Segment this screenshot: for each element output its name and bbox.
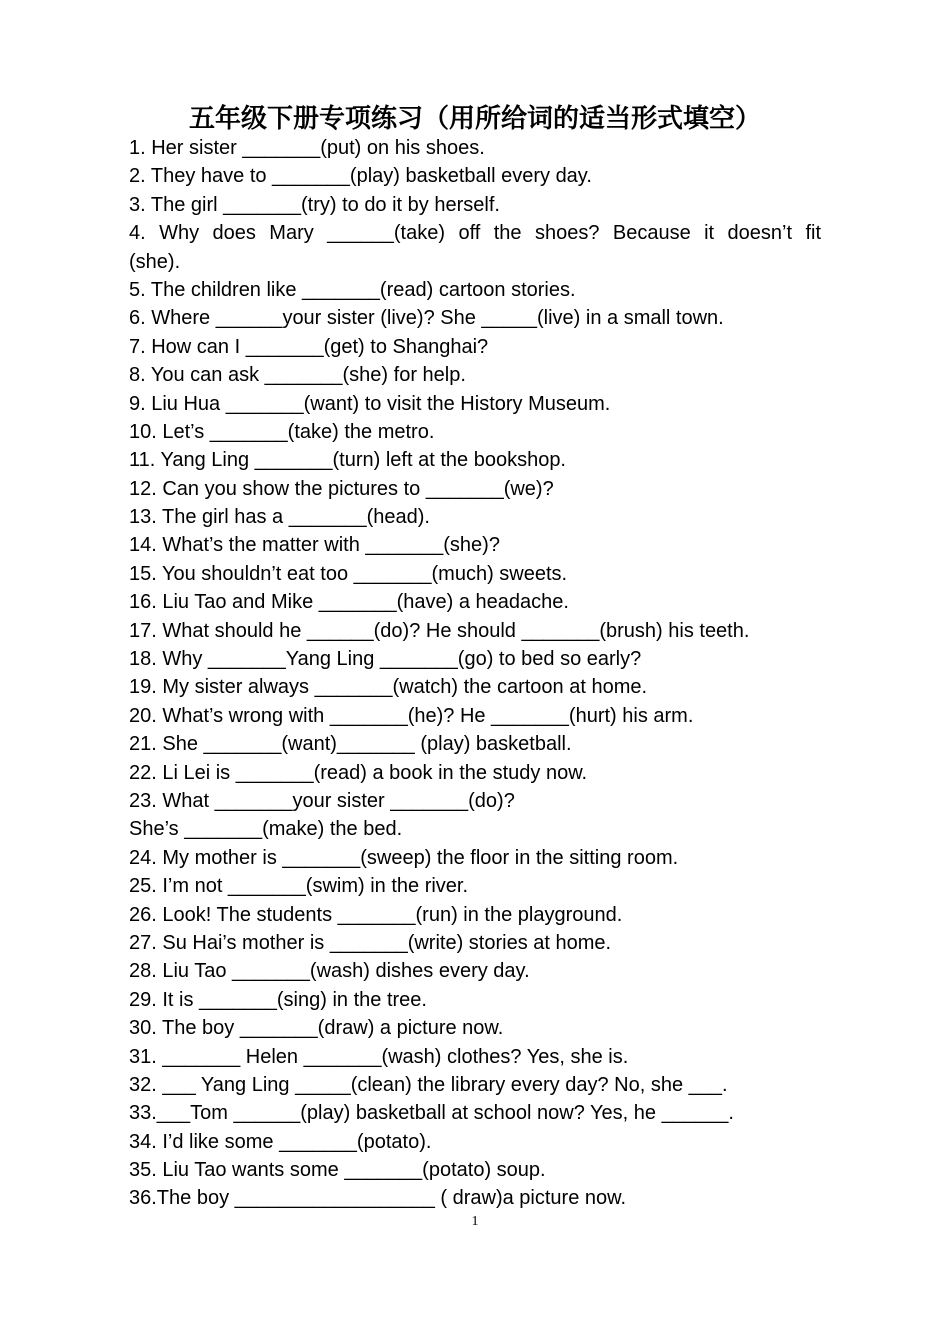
exercise-line: 4. Why does Mary ______(take) off the shoes? Because it doesn’t fit [129, 222, 821, 245]
exercise-line: 14. What’s the matter with _______(she)? [129, 534, 500, 557]
exercise-line: 1. Her sister _______(put) on his shoes. [129, 137, 485, 159]
exercise-line: 10. Let’s _______(take) the metro. [129, 420, 435, 443]
exercise-line: 29. It is _______(sing) in the tree. [129, 988, 427, 1011]
page-number: 1 [471, 1214, 479, 1229]
exercise-line: (she). [129, 250, 181, 273]
exercise-line: 9. Liu Hua _______(want) to visit the History Museum. [129, 392, 611, 415]
exercise-line: 18. Why _______Yang Ling _______(go) to bed so early? [129, 648, 642, 671]
exercise-line: 5. The children like _______(read) cartoon stories. [129, 278, 576, 301]
exercise-line: 19. My sister always _______(watch) the cartoon at home. [129, 676, 648, 699]
page-title: 五年级下册专项练习（用所给词的适当形式填空） [188, 104, 761, 134]
exercise-line: 30. The boy _______(draw) a picture now. [129, 1017, 504, 1040]
exercise-line: 2. They have to _______(play) basketball every day. [129, 165, 592, 188]
exercise-line: 15. You shouldn’t eat too _______(much) sweets. [129, 562, 568, 585]
exercise-line: 26. Look! The students _______(run) in the playground. [129, 903, 623, 926]
exercise-line: 33.___Tom ______(play) basketball at school now? Yes, he ______. [129, 1102, 734, 1125]
exercise-line: 3. The girl _______(try) to do it by herself. [129, 193, 500, 216]
exercise-line: 8. You can ask _______(she) for help. [129, 364, 466, 387]
exercise-line: 28. Liu Tao _______(wash) dishes every day. [129, 960, 530, 983]
exercise-line: 25. I’m not _______(swim) in the river. [129, 875, 469, 898]
exercise-line: 12. Can you show the pictures to _______(we)? [129, 477, 554, 500]
exercise-line: 23. What _______your sister _______(do)? [129, 789, 515, 812]
exercise-line: She’s _______(make) the bed. [129, 818, 403, 841]
exercise-line: 32. ___ Yang Ling _____(clean) the library every day? No, she ___. [129, 1073, 728, 1096]
exercise-line: 34. I’d like some _______(potato). [129, 1130, 432, 1153]
exercise-line: 24. My mother is _______(sweep) the floor in the sitting room. [129, 846, 679, 869]
exercise-line: 20. What’s wrong with _______(he)? He _______(hurt) his arm. [129, 704, 694, 727]
exercise-line: 17. What should he ______(do)? He should _______(brush) his teeth. [129, 619, 750, 642]
exercise-line: 11. Yang Ling _______(turn) left at the bookshop. [129, 449, 566, 472]
exercise-line: 6. Where ______your sister (live)? She _____(live) in a small town. [129, 307, 724, 330]
exercise-line: 22. Li Lei is _______(read) a book in the study now. [129, 761, 588, 784]
exercise-list [129, 134, 821, 1213]
exercise-line: 21. She _______(want)_______ (play) basketball. [129, 733, 572, 756]
exercise-line: 7. How can I _______(get) to Shanghai? [129, 335, 489, 358]
exercise-line: 16. Liu Tao and Mike _______(have) a headache. [129, 591, 569, 614]
exercise-line: 35. Liu Tao wants some _______(potato) soup. [129, 1159, 546, 1182]
exercise-line: 36.The boy __________________ ( draw)a picture now. [129, 1187, 627, 1210]
exercise-line: 13. The girl has a _______(head). [129, 506, 430, 529]
exercise-line: 27. Su Hai’s mother is _______(write) stories at home. [129, 931, 612, 954]
exercise-line: 31. _______ Helen _______(wash) clothes? Yes, she is. [129, 1045, 629, 1068]
